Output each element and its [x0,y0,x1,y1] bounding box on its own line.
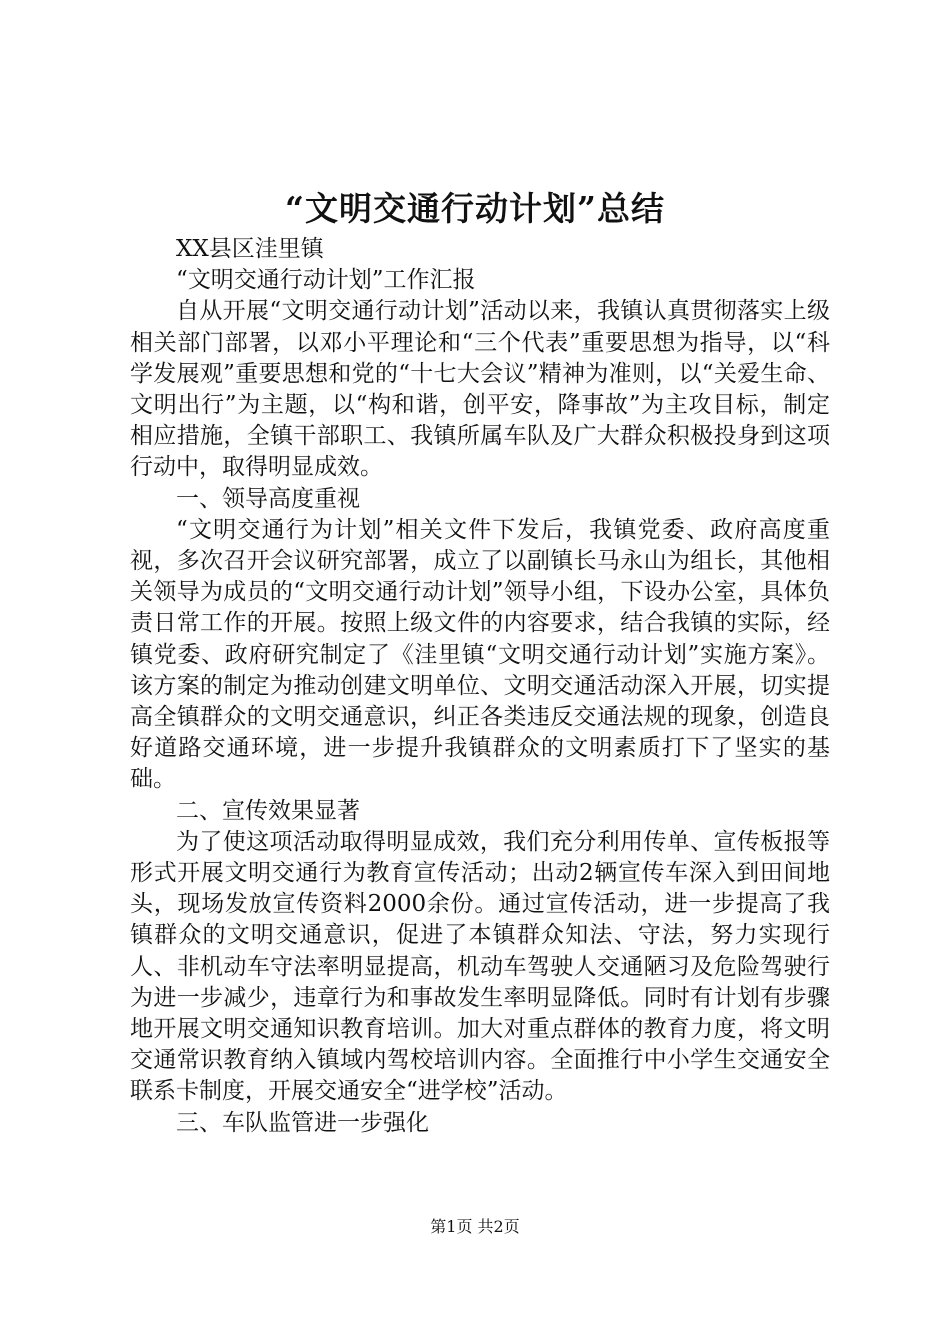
section-paragraph-2: 为了使这项活动取得明显成效，我们充分利用传单、宣传板报等形式开展文明交通行为教育宣传活动；出动2辆宣传车深入到田间地头，现场发放宣传资料2000余份。通过宣传活动，进一步提高了我镇群众的文明交通意识，促进了本镇群众知法、守法，努力实现行人、非机动车守法率明显提高，机动车驾驶人交通陋习及危险驾驶行为进一步减少，违章行为和事故发生率明显降低。同时有计划有步骤地开展文明交通知识教育培训。加大对重点群体的教育力度，将文明交通常识教育纳入镇域内驾校培训内容。全面推行中小学生交通安全联系卡制度，开展交通安全“进学校”活动。 [130,828,830,1105]
page-footer: 第1页 共2页 [430,1217,520,1236]
report-subtitle: “文明交通行动计划”工作汇报 [176,267,476,294]
section-heading-2: 二、宣传效果显著 [176,797,360,824]
org-line: XX县区洼里镇 [176,236,324,262]
document-body [130,234,830,1139]
section-paragraph-1: “文明交通行为计划”相关文件下发后，我镇党委、政府高度重视，多次召开会议研究部署，成立了以副镇长马永山为组长，其他相关领导为成员的“文明交通行动计划”领导小组，下设办公室，具体负责日常工作的开展。按照上级文件的内容要求，结合我镇的实际，经镇党委、政府研究制定了《洼里镇“文明交通行动计划”实施方案》。该方案的制定为推动创建文明单位、文明交通活动深入开展，切实提高全镇群众的文明交通意识，纠正各类违反交通法规的现象，创造良好道路交通环境，进一步提升我镇群众的文明素质打下了坚实的基础。 [130,516,830,793]
document-title: “文明交通行动计划”总结 [285,189,665,228]
section-heading-1: 一、领导高度重视 [176,485,360,512]
intro-paragraph: 自从开展“文明交通行动计划”活动以来，我镇认真贯彻落实上级相关部门部署，以邓小平理论和“三个代表”重要思想为指导，以“科学发展观”重要思想和党的“十七大会议”精神为准则，以“关爱生命、文明出行”为主题，以“构和谐，创平安，降事故”为主攻目标，制定相应措施，全镇干部职工、我镇所属车队及广大群众积极投身到这项行动中，取得明显成效。 [130,298,830,481]
section-heading-3: 三、车队监管进一步强化 [176,1109,429,1136]
